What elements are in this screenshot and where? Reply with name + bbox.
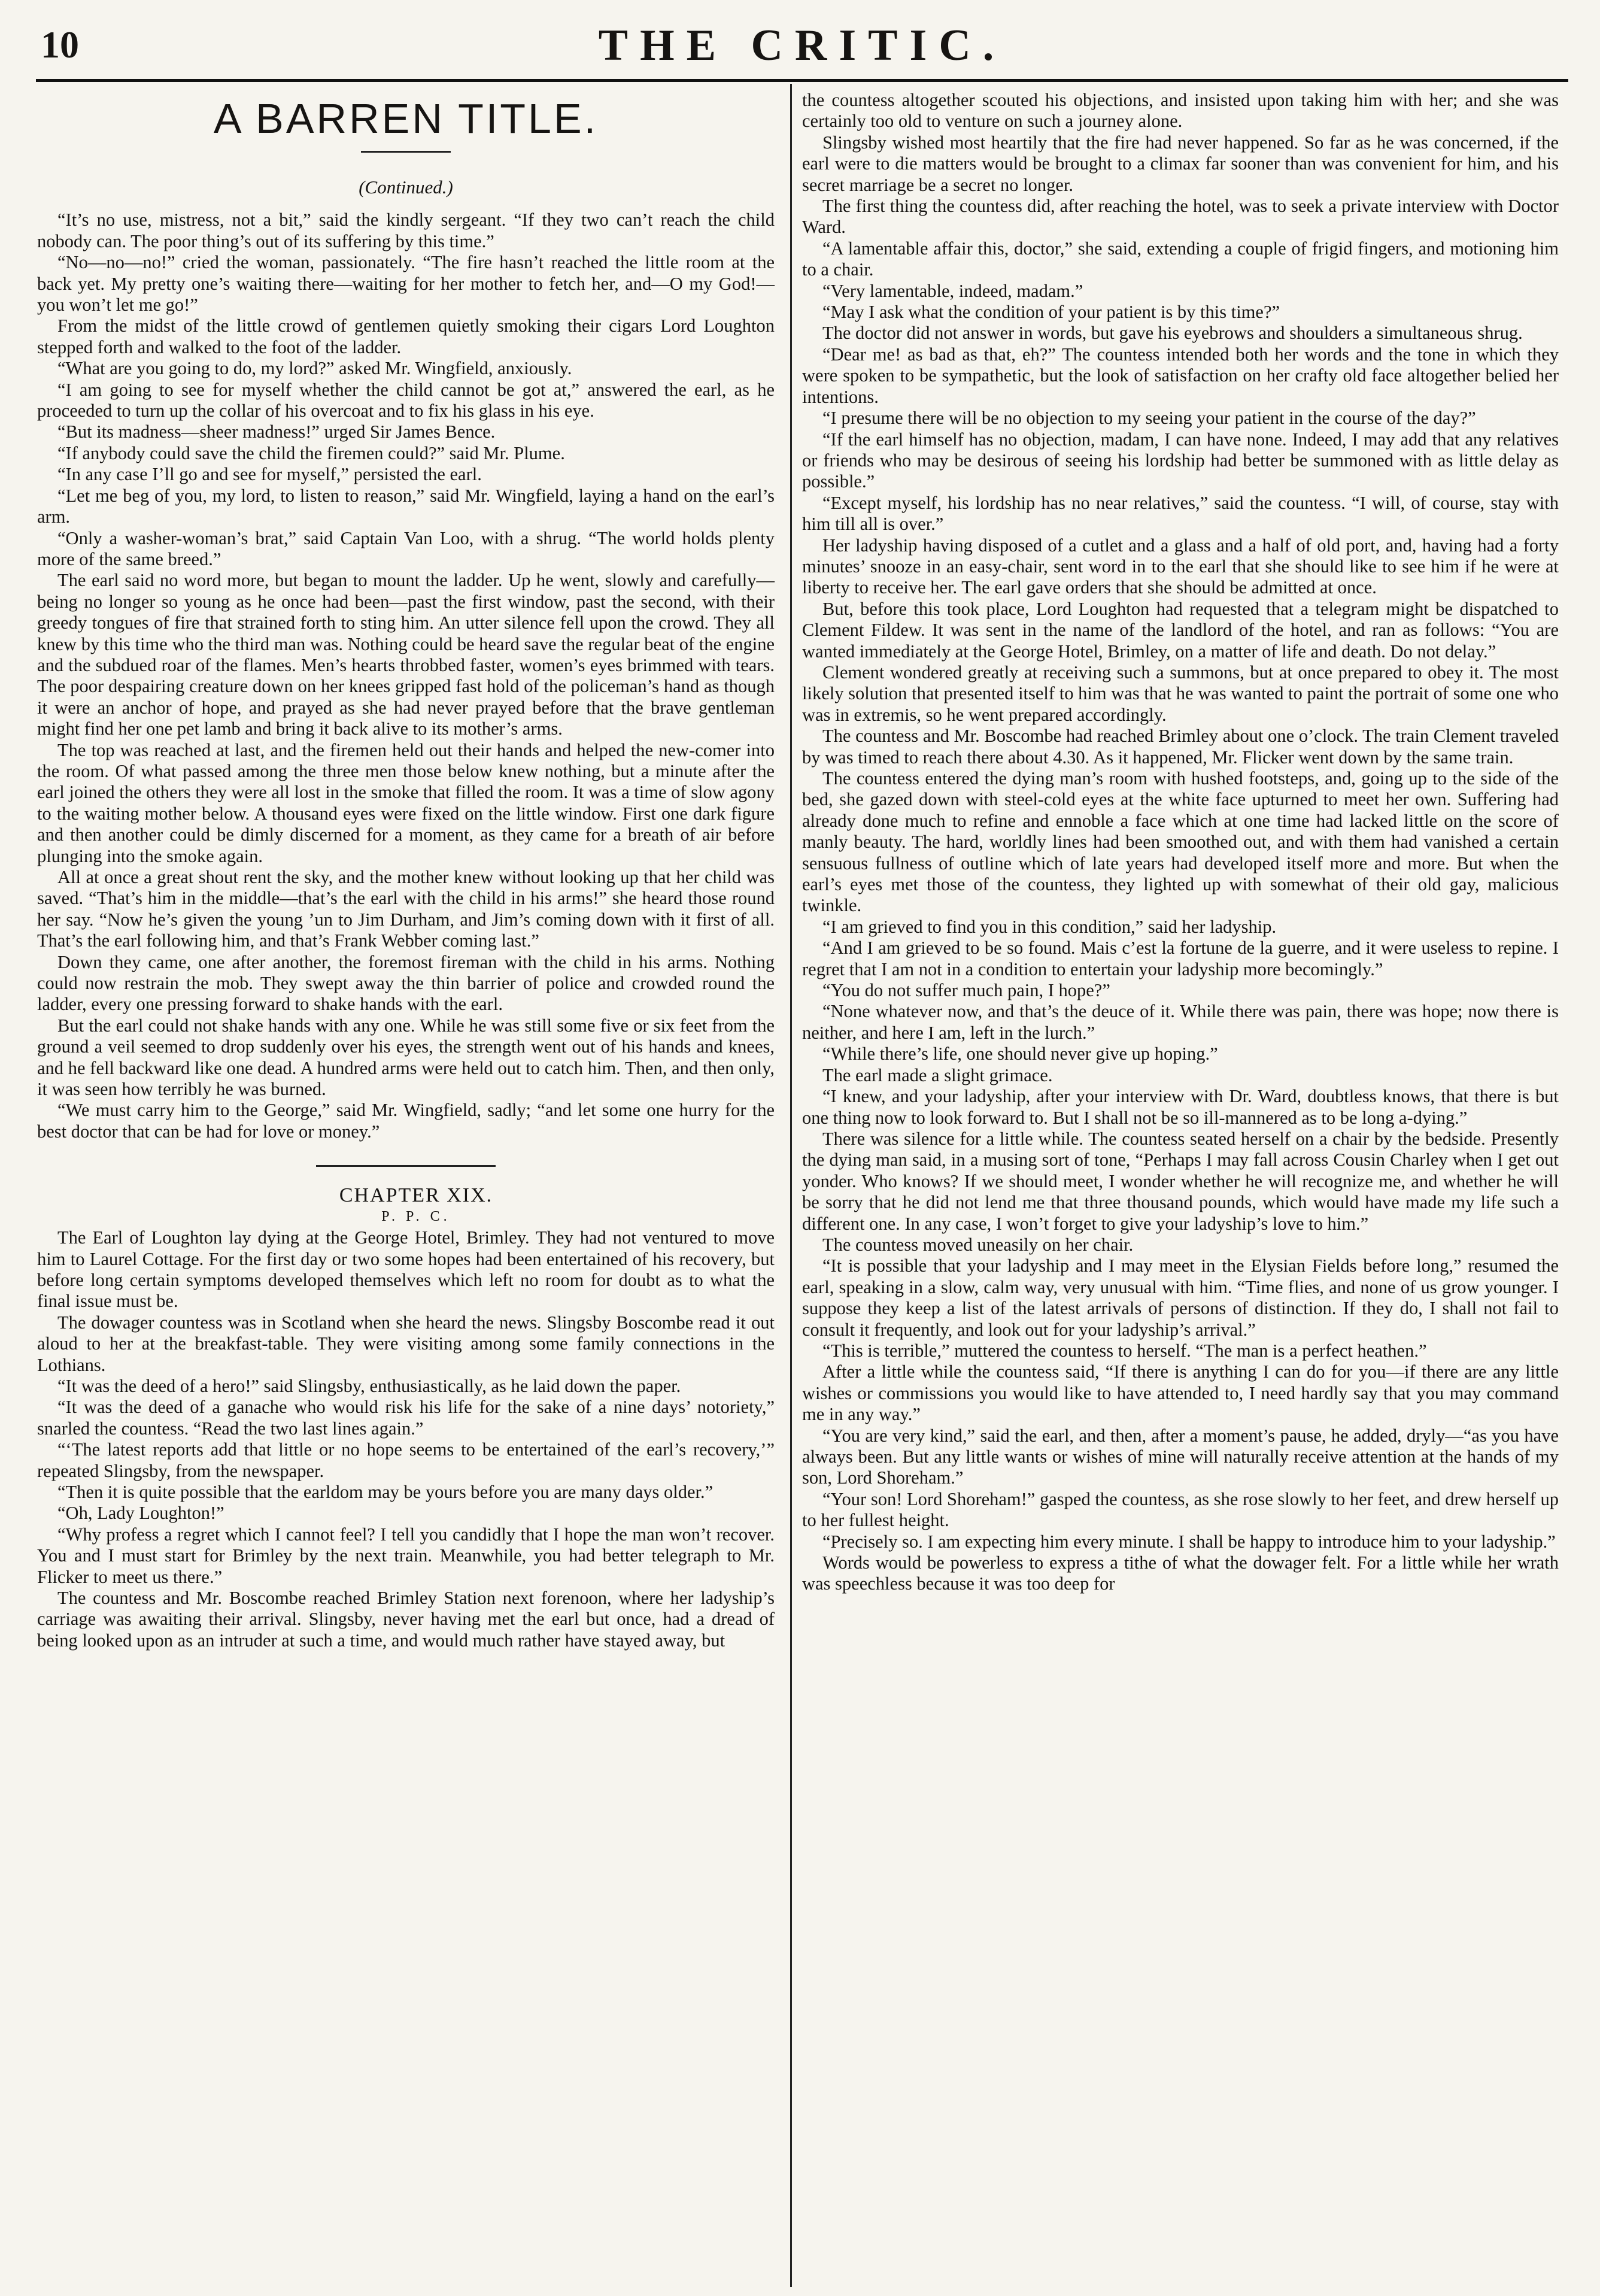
chapter-separator	[316, 1165, 496, 1167]
paragraph: the countess altogether scouted his objections, and insisted upon taking him with her; and she was certainly too old to venture on such a journey alone.	[802, 90, 1559, 132]
chapter-subheading: P. P. C.	[381, 1208, 451, 1224]
paragraph: The first thing the countess did, after reaching the hotel, was to seek a private interview with Doctor Ward.	[802, 196, 1559, 238]
paragraph: “We must carry him to the George,” said Mr. Wingfield, sadly; “and let some one hurry for the best doctor that can be had for love or money.”	[37, 1100, 775, 1142]
paragraph: The countess entered the dying man’s room with hushed footsteps, and, going up to the side of the bed, she gazed down with steel-cold eyes at the white face upturned to meet her own. Suffering had already done much to refine and ennoble a face which at one time had lacked little on the score of manly beauty. The hard, worldly lines had been smoothed out, and with them had vanished a certain sensuous fullness of outline which of late years had developed itself more and more. But when the earl’s eyes met those of the countess, they lighted up with somewhat of their old gay, malicious twinkle.	[802, 768, 1559, 916]
page-header	[36, 18, 1568, 75]
paragraph: “Oh, Lady Loughton!”	[57, 1503, 224, 1524]
paragraph: “It was the deed of a hero!” said Slingsby, enthusiastically, as he laid down the paper.	[57, 1375, 681, 1396]
paragraph: “What are you going to do, my lord?” asked Mr. Wingfield, anxiously.	[57, 358, 572, 379]
chapter-heading: CHAPTER XIX.	[339, 1184, 493, 1207]
paragraph: “Precisely so. I am expecting him every minute. I shall be happy to introduce him to your ladyship.”	[822, 1531, 1556, 1552]
paragraph: “Only a washer-woman’s brat,” said Captain Van Loo, with a shrug. “The world holds plenty more of the same breed.”	[37, 527, 775, 569]
paragraph: Words would be powerless to express a tithe of what the dowager felt. For a little while her wrath was speechless because it was too deep for	[802, 1552, 1559, 1594]
paragraph: The dowager countess was in Scotland when she heard the news. Slingsby Boscombe read it out aloud to her at the breakfast-table. They were visiting among some family connections in the Lothians.	[37, 1312, 775, 1375]
left-paragraphs	[37, 210, 775, 1142]
paragraph: “But its madness—sheer madness!” urged Sir James Bence.	[57, 421, 496, 442]
paragraph: “It is possible that your ladyship and I may meet in the Elysian Fields before long,” resumed the earl, speaking in a slow, calm way, very unusual with him. “Time flies, and none of us grow younger. I suppose they keep a list of the latest arrivals of persons of distinction. If they do, I shall not fail to consult it frequently, and look out for your ladyship’s arrival.”	[802, 1255, 1559, 1340]
paragraph: Clement wondered greatly at receiving such a summons, but at once prepared to obey it. The most likely solution that presented itself to him was that he was wanted to paint the portrait of some one who was in extremis, so he went prepared accordingly.	[802, 662, 1559, 725]
paragraph: But, before this took place, Lord Loughton had requested that a telegram might be dispatched to Clement Fildew. It was sent in the name of the landlord of the hotel, and ran as follows: “You are wanted immediately at the George Hotel, Brimley, on a matter of life and death. Do not delay.”	[802, 598, 1559, 662]
paragraph: “You are very kind,” said the earl, and then, after a moment’s pause, he added, dryly—“as you have always been. But any little wants or wishes of mine will naturally receive attention at the hands of my son, Lord Shoreham.”	[802, 1425, 1559, 1488]
paragraph: “Very lamentable, indeed, madam.”	[822, 280, 1083, 301]
paragraph: Her ladyship having disposed of a cutlet and a glass and a half of old port, and, having had a forty minutes’ snooze in an easy-chair, sent word in to the earl that she should like to see him if he were at liberty to receive her. The earl gave orders that she should be admitted at once.	[802, 535, 1559, 598]
paragraph: “While there’s life, one should never give up hoping.”	[822, 1044, 1218, 1064]
column-divider	[790, 84, 792, 2287]
paragraph: “Why profess a regret which I cannot feel? I tell you candidly that I hope the man won’t recover. You and I must start for Brimley by the next train. Meanwhile, you had better telegraph to Mr. Flicker to meet us there.”	[37, 1524, 775, 1587]
paragraph: Down they came, one after another, the foremost fireman with the child in his arms. Nothing could now restrain the mob. They swept away the thin barrier of police and crowded round the ladder, every one pressing forward to shake hands with the earl.	[37, 951, 775, 1015]
paragraph: The countess and Mr. Boscombe reached Brimley Station next forenoon, where her ladyship’s carriage was awaiting their arrival. Slingsby, never having met the earl but once, had a dread of being looked upon as an intruder at such a time, and would much rather have stayed away, but	[37, 1588, 775, 1651]
paragraph: The countess moved uneasily on her chair.	[822, 1234, 1134, 1255]
paragraph: Slingsby wished most heartily that the fire had never happened. So far as he was concerned, if the earl were to die matters would be brought to a climax far sooner than was convenient for him, and his secret marriage be a secret no longer.	[802, 132, 1559, 195]
paragraph: “You do not suffer much pain, I hope?”	[822, 980, 1110, 1001]
paragraph: The Earl of Loughton lay dying at the George Hotel, Brimley. They had not ventured to move him to Laurel Cottage. For the first day or two some hopes had been entertained of his recovery, but before long certain symptoms developed themselves which left no room for doubt as to what the final issue must be.	[37, 1227, 775, 1312]
paragraph: “I knew, and your ladyship, after your interview with Dr. Ward, doubtless knows, that there is but one thing now to look forward to. But I shall not be so ill-mannered as to be long a-dying.”	[802, 1086, 1559, 1128]
paragraph: “No—no—no!” cried the woman, passionately. “The fire hasn’t reached the little room at the back yet. My pretty one’s waiting there—waiting for her mother to fetch her, and—O my God!—you won’t let me go!”	[37, 252, 775, 316]
paragraph: But the earl could not shake hands with any one. While he was still some five or six feet from the ground a veil seemed to drop suddenly over his eyes, the strength went out of his hands and knees, and he fell backward like one dead. A hundred arms were held out to catch him. Then, and then only, it was seen how terribly he was burned.	[37, 1015, 775, 1100]
paragraph: After a little while the countess said, “If there is anything I can do for you—if there are any little wishes or commissions you would like to have attended to, I need hardly say that you may command me in any way.”	[802, 1361, 1559, 1425]
paragraph: “I presume there will be no objection to my seeing your patient in the course of the day?”	[822, 408, 1476, 429]
header-rule	[36, 79, 1568, 82]
paragraph: “It was the deed of a ganache who would risk his life for the sake of a nine days’ notoriety,” snarled the countess. “Read the two last lines again.”	[37, 1397, 775, 1439]
paragraph: “Your son! Lord Shoreham!” gasped the countess, as she rose slowly to her feet, and drew herself up to her fullest height.	[802, 1488, 1559, 1531]
article-title: A BARREN TITLE.	[213, 95, 599, 142]
paragraph: “May I ask what the condition of your patient is by this time?”	[822, 302, 1280, 323]
paragraph: “This is terrible,” muttered the countess to herself. “The man is a perfect heathen.”	[822, 1340, 1427, 1361]
paragraph: “A lamentable affair this, doctor,” she said, extending a couple of frigid fingers, and motioning him to a chair.	[802, 238, 1559, 280]
paragraph: “Except myself, his lordship has no near relatives,” said the countess. “I will, of course, stay with him till all is over.”	[802, 492, 1559, 535]
paragraph: The earl said no word more, but began to mount the ladder. Up he went, slowly and carefully—being no longer so young as he once had been—past the first window, past the second, with their greedy tongues of fire that strained forth to sting him. An utter silence fell upon the crowd. They all knew by this time who the third man was. Nothing could be heard save the regular beat of the engine and the subdued roar of the flames. Men’s hearts throbbed faster, women’s eyes brimmed with tears. The poor despairing creature down on her knees gripped fast hold of the policeman’s hand as though it were an anchor of hope, and prayed as she had never prayed before that the brave gentleman might find her one pet lamb and bring it back alive to its mother’s arms.	[37, 570, 775, 739]
paragraph: “And I am grieved to be so found. Mais c’est la fortune de la guerre, and it were useless to repine. I regret that I am not in a condition to entertain your ladyship more becomingly.”	[802, 938, 1559, 979]
paragraph: “In any case I’ll go and see for myself,” persisted the earl.	[57, 464, 482, 485]
paragraph: From the midst of the little crowd of gentlemen quietly smoking their cigars Lord Loughton stepped forth and walked to the foot of the ladder.	[37, 316, 775, 357]
paragraph: All at once a great shout rent the sky, and the mother knew without looking up that her child was saved. “That’s him in the middle—that’s the earl with the child in his arms!” she heard those round her say. “Now he’s given the young ’un to Jim Durham, and Jim’s coming down with it first of all. That’s the earl following him, and that’s Frank Webber coming last.”	[37, 867, 775, 951]
paragraph: “Dear me! as bad as that, eh?” The countess intended both her words and the tone in which they were spoken to be sympathetic, but the look of satisfaction on her crafty old face altogether belied her intentions.	[802, 344, 1559, 407]
paragraph: “Let me beg of you, my lord, to listen to reason,” said Mr. Wingfield, laying a hand on the earl’s arm.	[37, 485, 775, 527]
paragraph: “I am grieved to find you in this condition,” said her ladyship.	[822, 916, 1277, 937]
paragraph: The top was reached at last, and the firemen held out their hands and helped the new-comer into the room. Of what passed among the three men those below knew nothing, but a minute after the earl joined the others they were all lost in the smoke that filled the room. It was a time of slow agony to the waiting mother below. A thousand eyes were fixed on the little window. First one dark figure and then another could be dimly discerned for a moment, as they came for a breath of air before plunging into the smoke again.	[37, 739, 775, 866]
page-number: 10	[41, 23, 79, 66]
paragraph: “If the earl himself has no objection, madam, I can have none. Indeed, I may add that any relatives or friends who may be desirous of seeing his lordship had better be summoned with as little delay as possible.”	[802, 429, 1559, 492]
paragraph: The doctor did not answer in words, but gave his eyebrows and shoulders a simultaneous shrug.	[822, 323, 1523, 344]
continued-note: (Continued.)	[359, 177, 453, 198]
paragraph: The earl made a slight grimace.	[822, 1064, 1053, 1085]
paragraph: There was silence for a little while. The countess seated herself on a chair by the bedside. Presently the dying man said, in a musing sort of tone, “Perhaps I may fall across Cousin Charley when I get out yonder. Who knows? If we should meet, I wonder whether he will recognize me, and whether he will be sorry that he did not lend me that three thousand pounds, which would have made my life such a different one. In any case, I won’t forget to give your ladyship’s love to him.”	[802, 1128, 1559, 1234]
right-paragraphs	[802, 90, 1559, 1595]
paragraph: “‘The latest reports add that little or no hope seems to be entertained of the earl’s recovery,’” repeated Slingsby, from the newspaper.	[37, 1439, 775, 1481]
paragraph: “It’s no use, mistress, not a bit,” said the kindly sergeant. “If they two can’t reach the child nobody can. The poor thing’s out of its suffering by this time.”	[37, 210, 775, 251]
paragraph: The countess and Mr. Boscombe had reached Brimley about one o’clock. The train Clement traveled by was timed to reach there about 4.30. As it happened, Mr. Flicker went down by the same train.	[802, 726, 1559, 768]
paragraph: “I am going to see for myself whether the child cannot be got at,” answered the earl, as he proceeded to turn up the collar of his overcoat and to fix his glass in his eye.	[37, 379, 775, 421]
title-rule	[361, 151, 451, 153]
paragraph: “None whatever now, and that’s the deuce of it. While there was pain, there was hope; now there is neither, and here I am, left in the lurch.”	[802, 1001, 1559, 1043]
paragraph: “If anybody could save the child the firemen could?” said Mr. Plume.	[57, 442, 565, 463]
chapter-paragraphs	[37, 1227, 775, 1651]
masthead: THE CRITIC.	[598, 21, 1006, 70]
right-column	[802, 90, 1559, 1595]
paragraph: “Then it is quite possible that the earldom may be yours before you are many days older.”	[57, 1481, 714, 1502]
left-column	[37, 90, 775, 1651]
